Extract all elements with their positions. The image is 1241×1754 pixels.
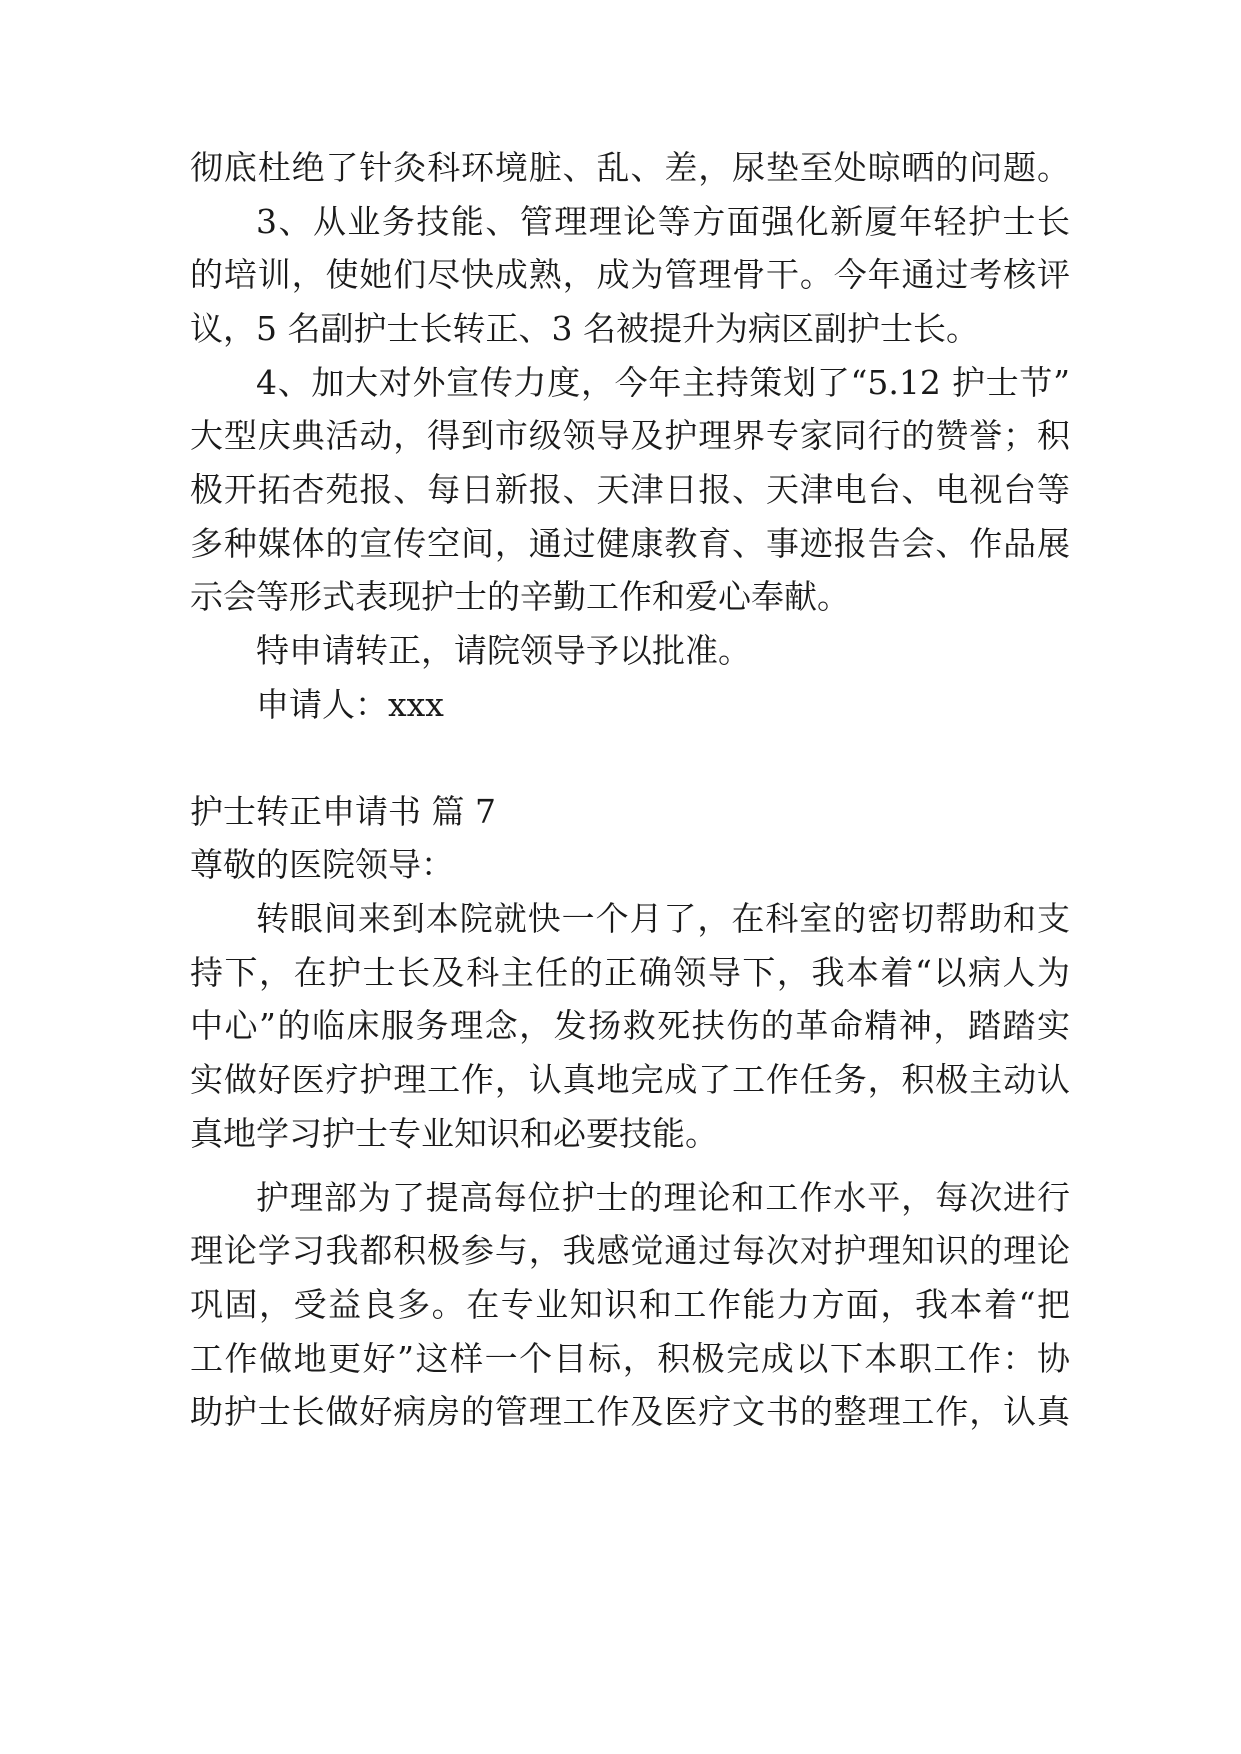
text-line: 议，5 名副护士长转正、3 名被提升为病区副护士长。 <box>190 309 979 348</box>
text-line: 实做好医疗护理工作，认真地完成了工作任务，积极主动认 <box>190 1060 1070 1099</box>
text-line: 大型庆典活动，得到市级领导及护理界专家同行的赞誉；积 <box>190 416 1070 455</box>
section-title: 护士转正申请书 篇 7 <box>190 792 496 831</box>
text-line: 中心”的临床服务理念，发扬救死扶伤的革命精神，踏踏实 <box>190 1006 1070 1045</box>
text-line: 助护士长做好病房的管理工作及医疗文书的整理工作，认真 <box>190 1392 1070 1431</box>
text-line: 3、从业务技能、管理理论等方面强化新厦年轻护士长 <box>256 202 1070 241</box>
text-line: 转眼间来到本院就快一个月了，在科室的密切帮助和支 <box>256 899 1070 938</box>
text-line: 真地学习护士专业知识和必要技能。 <box>190 1114 718 1153</box>
text-line: 示会等形式表现护士的辛勤工作和爱心奉献。 <box>190 577 850 616</box>
text-line: 巩固，受益良多。在专业知识和工作能力方面，我本着“把 <box>190 1285 1070 1324</box>
text-line: 理论学习我都积极参与，我感觉通过每次对护理知识的理论 <box>190 1231 1070 1270</box>
text-line: 彻底杜绝了针灸科环境脏、乱、差，尿垫至处晾晒的问题。 <box>190 148 1070 187</box>
text-line: 护理部为了提高每位护士的理论和工作水平，每次进行 <box>256 1178 1070 1217</box>
text-line: 4、加大对外宣传力度，今年主持策划了“5.12 护士节” <box>256 363 1070 402</box>
applicant-line: 申请人：xxx <box>256 685 444 724</box>
text-line: 极开拓杏苑报、每日新报、天津日报、天津电台、电视台等 <box>190 470 1070 509</box>
text-line: 工作做地更好”这样一个目标，积极完成以下本职工作：协 <box>190 1339 1070 1378</box>
text-line: 持下，在护士长及科主任的正确领导下，我本着“以病人为 <box>190 953 1070 992</box>
text-line: 的培训，使她们尽快成熟，成为管理骨干。今年通过考核评 <box>190 255 1070 294</box>
salutation: 尊敬的医院领导： <box>190 845 454 884</box>
request-line: 特申请转正，请院领导予以批准。 <box>256 631 751 670</box>
text-line: 多种媒体的宣传空间，通过健康教育、事迹报告会、作品展 <box>190 524 1070 563</box>
